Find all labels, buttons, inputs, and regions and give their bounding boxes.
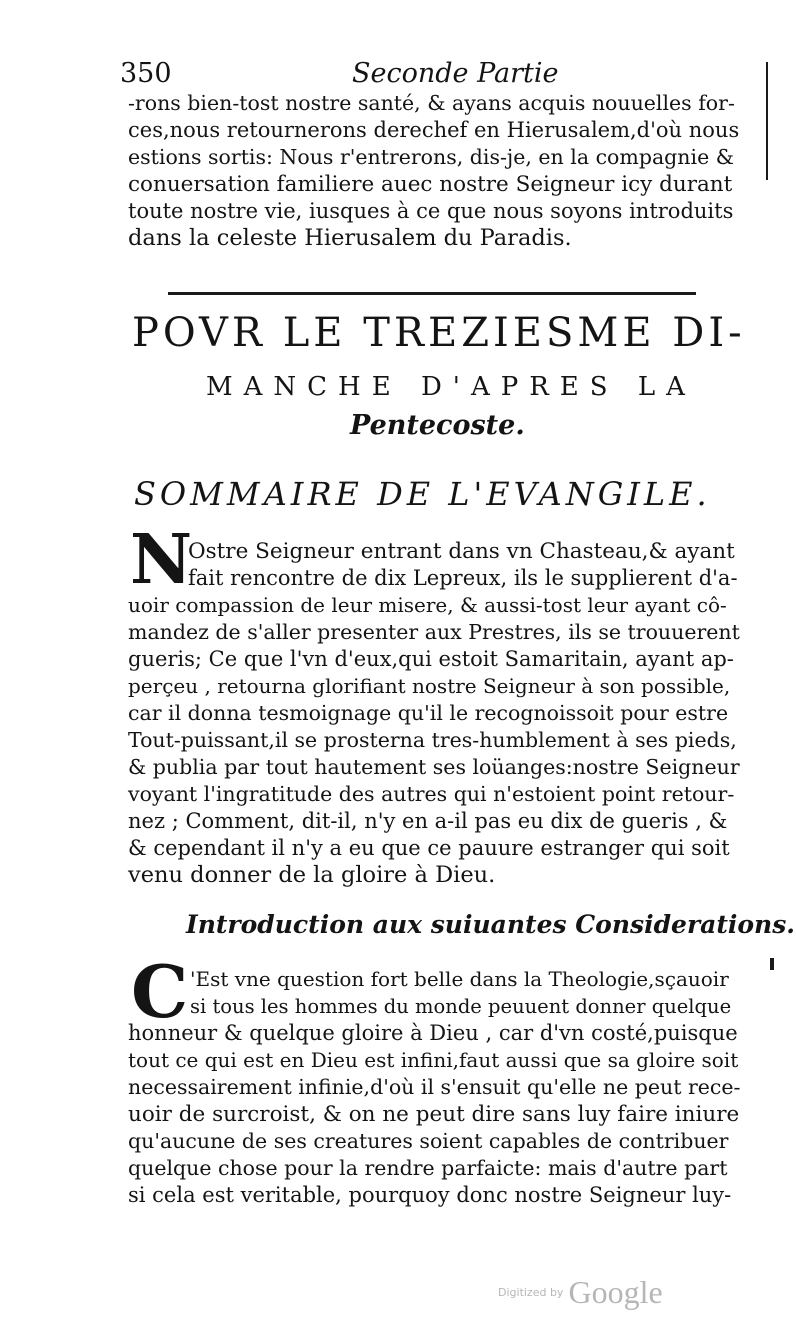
text-line: Ostre Seigneur entrant dans vn Chasteau,& ayant xyxy=(188,539,735,564)
text-line: honneur & quelque gloire à Dieu , car d'vn costé,puisque xyxy=(128,1021,738,1045)
google-watermark xyxy=(498,1274,663,1311)
text-line: & cependant il n'y a eu que ce pauure estranger qui soit xyxy=(128,836,730,860)
text-line: mandez de s'aller presenter aux Prestres, ils se trouuerent xyxy=(128,620,740,644)
text-line: tout ce qui est en Dieu est infini,faut aussi que sa gloire soit xyxy=(128,1048,739,1072)
drop-cap: C xyxy=(131,949,189,1034)
text-line: car il donna tesmoignage qu'il le recognoissoit pour estre xyxy=(128,701,729,725)
text-line: uoir compassion de leur misere, & aussi-tost leur ayant cô- xyxy=(128,593,727,617)
scan-artifact xyxy=(766,62,768,180)
text-line: 'Est vne question fort belle dans la Theologie,sçauoir xyxy=(190,967,729,991)
text-line: nez ; Comment, dit-il, n'y en a-il pas eu dix de gueris , & xyxy=(128,809,728,833)
text-line: fait rencontre de dix Lepreux, ils le supplierent d'a- xyxy=(188,566,738,590)
text-line: -rons bien-tost nostre santé, & ayans acquis nouuelles for- xyxy=(128,91,735,115)
page-header xyxy=(120,58,740,92)
text-line: ces,nous retournerons derechef en Hierusalem,d'où nous xyxy=(128,118,740,142)
drop-cap: N xyxy=(130,520,193,600)
text-line: toute nostre vie, iusques à ce que nous soyons introduits xyxy=(128,199,734,223)
text-line: & publia par tout hautement ses loüanges:nostre Seigneur xyxy=(128,755,740,779)
text-line: dans la celeste Hierusalem du Paradis. xyxy=(128,225,572,251)
section-title-line-2: MANCHE D'APRES LA xyxy=(206,372,696,402)
text-line: qu'aucune de ses creatures soient capables de contribuer xyxy=(128,1129,729,1153)
running-title: Seconde Partie xyxy=(352,58,559,89)
text-line: conuersation familiere auec nostre Seigneur icy durant xyxy=(128,172,733,197)
watermark-prefix: Digitized by xyxy=(498,1286,564,1299)
text-line: uoir de surcroist, & on ne peut dire sans luy faire iniure xyxy=(128,1102,740,1127)
text-line: estions sortis: Nous r'entrerons, dis-je, en la compagnie & xyxy=(128,145,734,169)
section-title-line-1: POVR LE TREZIESME DI- xyxy=(132,310,746,356)
section-title-line-3: Pentecoste. xyxy=(350,410,525,441)
text-line: quelque chose pour la rendre parfaicte: mais d'autre part xyxy=(128,1156,728,1180)
scan-artifact xyxy=(770,958,774,970)
text-line: si tous les hommes du monde peuuent donner quelque xyxy=(190,995,732,1018)
page-number: 350 xyxy=(120,58,172,89)
sommaire-heading: SOMMAIRE DE L'EVANGILE. xyxy=(134,475,711,513)
text-line: voyant l'ingratitude des autres qui n'estoient point retour- xyxy=(128,782,735,806)
google-logo: Google xyxy=(568,1274,663,1310)
text-line: necessairement infinie,d'où il s'ensuit qu'elle ne peut rece- xyxy=(128,1075,741,1099)
introduction-heading: Introduction aux suiuantes Considerations. xyxy=(186,910,796,939)
text-line: perçeu , retourna glorifiant nostre Seigneur à son possible, xyxy=(128,674,731,698)
section-divider xyxy=(168,292,696,295)
text-line: venu donner de la gloire à Dieu. xyxy=(128,862,496,888)
text-line: Tout-puissant,il se prosterna tres-humblement à ses pieds, xyxy=(128,728,737,752)
text-line: si cela est veritable, pourquoy donc nostre Seigneur luy- xyxy=(128,1183,732,1207)
text-line: gueris; Ce que l'vn d'eux,qui estoit Samaritain, ayant ap- xyxy=(128,647,734,671)
